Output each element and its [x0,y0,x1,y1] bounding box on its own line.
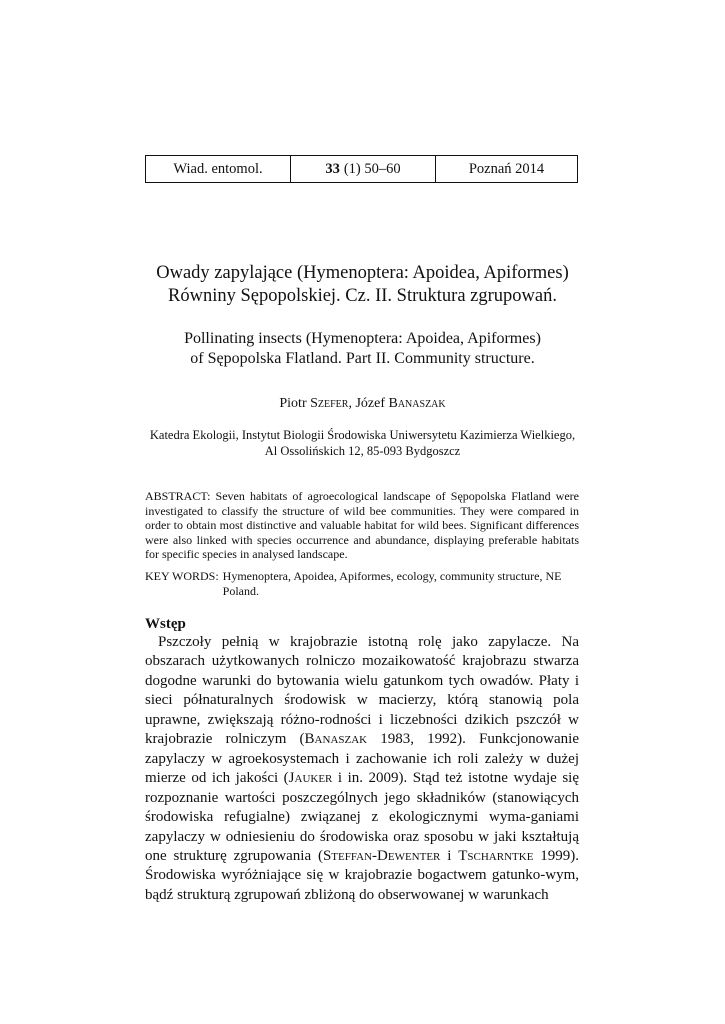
citation-steffan-dewenter: Steffan-Dewenter [322,847,441,864]
citation-jauker: Jauker [288,770,333,787]
author2-first: Józef [355,396,385,411]
title-polish-line2: Równiny Sępopolskiej. Cz. II. Struktura zgrupowań. [168,286,557,306]
body-paragraph [145,633,579,905]
title-polish-line1: Owady zapylające (Hymenoptera: Apoidea, Apiformes) [156,263,569,283]
journal-name: Wiad. entomol. [146,156,291,182]
title-english-line1: Pollinating insects (Hymenoptera: Apoidea, Apiformes) [184,330,541,347]
body-text-part1: Pszczoły pełnią w krajobrazie istotną rolę jako zapylacze. Na obszarach użytkowanych rolniczo mozaikowatość krajobrazu stwarza dogodne warunki do bytowania wielu gatunkom tych owadów. Płaty i sieci półnaturalnych środowisk w macierzy, którą stanowią pola uprawne, zwiększają różno-rodności i liczebności dzikich pszczół w krajobrazie rolniczym ( [145,634,579,748]
section-heading: Wstęp [145,616,186,632]
place-year: Poznań 2014 [468,160,545,177]
author1-first: Piotr [279,396,307,411]
body-text-part4: 1999). Środowiska wyróżniające się w krajobrazie bogactwem gatunko-wym, bądź strukturą zgrupowań zbliżoną do obserwowanej w warunkach [145,847,579,903]
volume-issue-pages [291,156,436,182]
body-text-part3: i in. 2009). Stąd też istotne wydaje się rozpoznanie wartości poszczególnych jego składników (stanowiących środowiska refugialne) związanej z ekologicznymi wyma-ganiami zapylaczy w odniesieniu do środowiska oraz sposobu w jaki kształtują one strukturę zgrupowania ( [145,770,579,864]
author-separator: , [348,396,356,411]
citation-tscharntke: Tscharntke [458,847,534,864]
citation-connector: i [440,847,459,864]
body-text-part2: 1983, 1992). Funkcjonowanie zapylaczy w agroekosystemach i zachowanie ich roli zależy w dużej mierze od ich jakości ( [145,731,579,787]
title-polish [0,262,725,308]
volume-number: 33 [325,160,340,177]
journal-header-box [145,155,578,183]
author1-last: Szefer [310,396,349,411]
author2-last: Banaszak [388,396,446,411]
affiliation-line1: Katedra Ekologii, Instytut Biologii Środowiska Uniwersytetu Kazimierza Wielkiego, [149,428,576,442]
authors [0,396,725,412]
keywords [145,569,579,598]
citation-banaszak: Banaszak [304,731,368,748]
abstract: ABSTRACT: Seven habitats of agroecological landscape of Sępopolska Flatland were investigated to classify the structure of wild bee communities. They were compared in order to obtain most distinctive and valuable habitat for wild bees. Significant differences were also linked with species occurrence and abundance, displaying preferable habitats for specific species in analysed landscape. [145,489,579,561]
keywords-text: Hymenoptera, Apoidea, Apiformes, ecology, community structure, NE Poland. [222,569,562,598]
affiliation [0,427,725,459]
title-english-line2: of Sępopolska Flatland. Part II. Community structure. [190,350,535,367]
issue-pages: (1) 50–60 [343,160,401,177]
title-english [0,329,725,369]
keywords-label: KEY WORDS: [145,569,219,583]
affiliation-line2: Al Ossolińskich 12, 85-093 Bydgoszcz [264,444,461,458]
